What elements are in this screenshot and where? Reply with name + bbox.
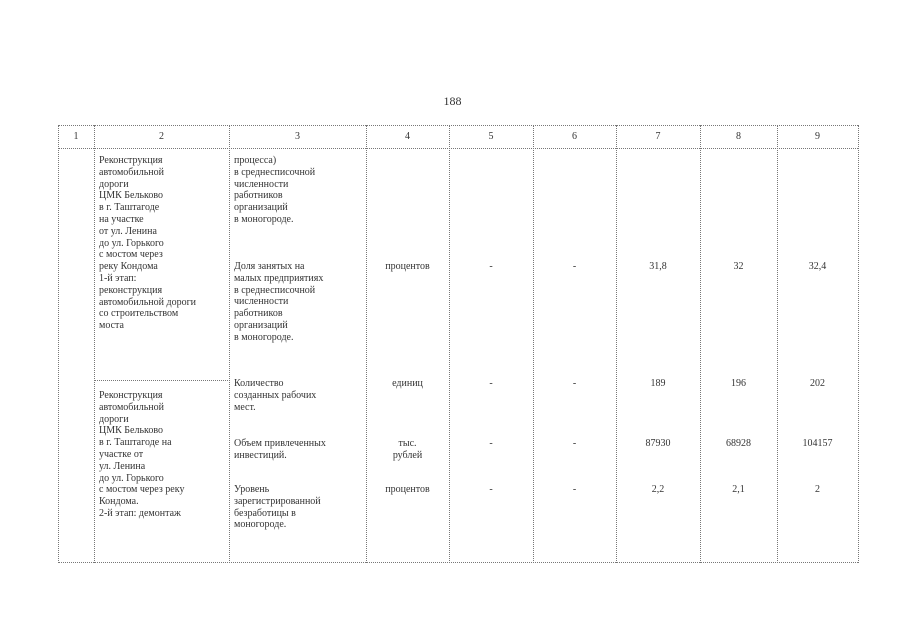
cell-col-8: 68928 [726, 438, 751, 449]
text-line: Объем привлеченных [234, 438, 326, 449]
project-2-description [99, 390, 184, 520]
header-col-4: 4 [405, 131, 410, 142]
project-1-description [99, 155, 196, 332]
cell-col-6: - [572, 484, 577, 495]
cell-col-7: 2,2 [651, 484, 665, 495]
table-top-border [58, 125, 858, 126]
text-line: до ул. Горького [99, 237, 164, 249]
page-number: 188 [443, 94, 462, 108]
text-line: автомобильной [99, 401, 164, 413]
text-line: в г. Таштагоде [99, 202, 160, 214]
cell-col-8: 2,1 [732, 484, 745, 495]
table-header-divider [58, 148, 858, 149]
text-line: в моногороде. [234, 213, 294, 225]
col-border-1 [94, 125, 95, 563]
text-line: до ул. Горького [99, 472, 164, 484]
cell-col-7: 189 [650, 378, 666, 389]
cell-col-5: - [489, 378, 493, 389]
indicator-cell [234, 438, 326, 462]
text-line: инвестиций. [234, 449, 287, 461]
text-line: ЦМК Бельково [99, 425, 164, 437]
unit-cell [366, 484, 449, 496]
header-col-5: 5 [488, 131, 494, 142]
text-line: созданных рабочих [234, 389, 317, 401]
cell-col-8: 196 [731, 378, 746, 389]
col-border-3 [366, 125, 367, 563]
indicator-cell [234, 378, 316, 413]
text-line: ЦМК Бельково [99, 190, 164, 202]
cell-col-5: - [489, 484, 493, 495]
header-col-8: 8 [736, 131, 741, 142]
text-line: моногороде. [234, 519, 287, 531]
text-line: организаций [234, 319, 288, 331]
text-line: с мостом через реку [99, 484, 185, 496]
text-line: малых предприятиях [234, 272, 324, 284]
text-line: от ул. Ленина [99, 225, 157, 237]
header-col-6: 6 [572, 131, 577, 142]
text-line: Реконструкция [99, 155, 163, 166]
col-border-0 [58, 125, 59, 563]
header-col-3: 3 [295, 131, 300, 142]
text-line: дороги [99, 178, 129, 190]
text-line: в среднесписочной [234, 284, 316, 296]
text-line: автомобильной дороги [99, 296, 197, 308]
cell-col-8: 32 [733, 261, 744, 272]
cell-col-9: 104157 [802, 438, 833, 449]
text-line: 1-й этап: [99, 272, 137, 284]
cell-col-9: 202 [810, 378, 825, 389]
col-border-8 [777, 125, 778, 563]
text-line: со строительством [99, 308, 179, 320]
text-line: Уровень [234, 484, 270, 495]
text-line: реконструкция [99, 284, 163, 296]
text-line: работников [234, 190, 283, 202]
col-border-4 [449, 125, 450, 563]
cell-col-6: - [572, 261, 577, 272]
text-line: 2-й этап: демонтаж [99, 507, 181, 519]
text-line: зарегистрированной [234, 495, 321, 507]
header-col-1: 1 [73, 131, 79, 142]
text-line: реку Кондома [99, 261, 158, 273]
unit-cell [366, 378, 449, 390]
text-line: процесса) [234, 155, 277, 166]
text-line: ул. Ленина [99, 460, 146, 472]
text-line: дороги [99, 413, 129, 425]
col-border-5 [533, 125, 534, 563]
text-line: безработицы в [234, 507, 296, 519]
unit-cell [366, 438, 449, 462]
text-line: автомобильной [99, 166, 164, 178]
text-line: процентов [385, 484, 430, 495]
col-border-6 [616, 125, 617, 563]
text-line: организаций [234, 202, 288, 214]
text-line: работников [234, 308, 283, 320]
col-border-9 [858, 125, 859, 563]
cell-col-9: 2 [815, 484, 820, 495]
cell-col-9: 32,4 [808, 261, 827, 272]
text-line: процентов [385, 261, 430, 272]
header-col-9: 9 [815, 131, 820, 142]
text-line: моста [99, 320, 124, 332]
text-line: мест. [234, 401, 256, 413]
cell-col-5: - [489, 438, 493, 449]
cell-col-6: - [572, 438, 577, 449]
col-border-2 [229, 125, 230, 563]
text-line: в среднесписочной [234, 166, 316, 178]
header-col-7: 7 [655, 131, 661, 142]
text-line: в моногороде. [234, 331, 294, 343]
text-line: на участке [99, 213, 144, 225]
table-bottom-border [58, 562, 858, 563]
project-divider [94, 380, 228, 381]
unit-cell [366, 261, 449, 273]
text-line: единиц [392, 378, 423, 389]
text-line: численности [234, 178, 289, 190]
cell-col-7: 31,8 [649, 261, 667, 272]
text-line: Кондома. [99, 496, 139, 508]
cell-col-7: 87930 [645, 438, 671, 449]
indicator-cell [234, 484, 321, 531]
header-col-2: 2 [159, 131, 164, 142]
text-line: участке от [99, 448, 144, 460]
text-line: Реконструкция [99, 390, 163, 401]
text-line: численности [234, 296, 289, 308]
cell-col-5: - [489, 261, 493, 272]
text-line: Количество [234, 378, 284, 389]
text-line: рублей [392, 449, 423, 461]
text-line: в г. Таштагоде на [99, 437, 172, 449]
text-line: с мостом через [99, 249, 163, 261]
text-line: Доля занятых на [234, 261, 305, 272]
cell-col-6: - [572, 378, 577, 389]
indicator-continuation [234, 155, 315, 226]
col-border-7 [700, 125, 701, 563]
text-line: тыс. [398, 438, 417, 449]
indicator-cell [234, 261, 323, 344]
